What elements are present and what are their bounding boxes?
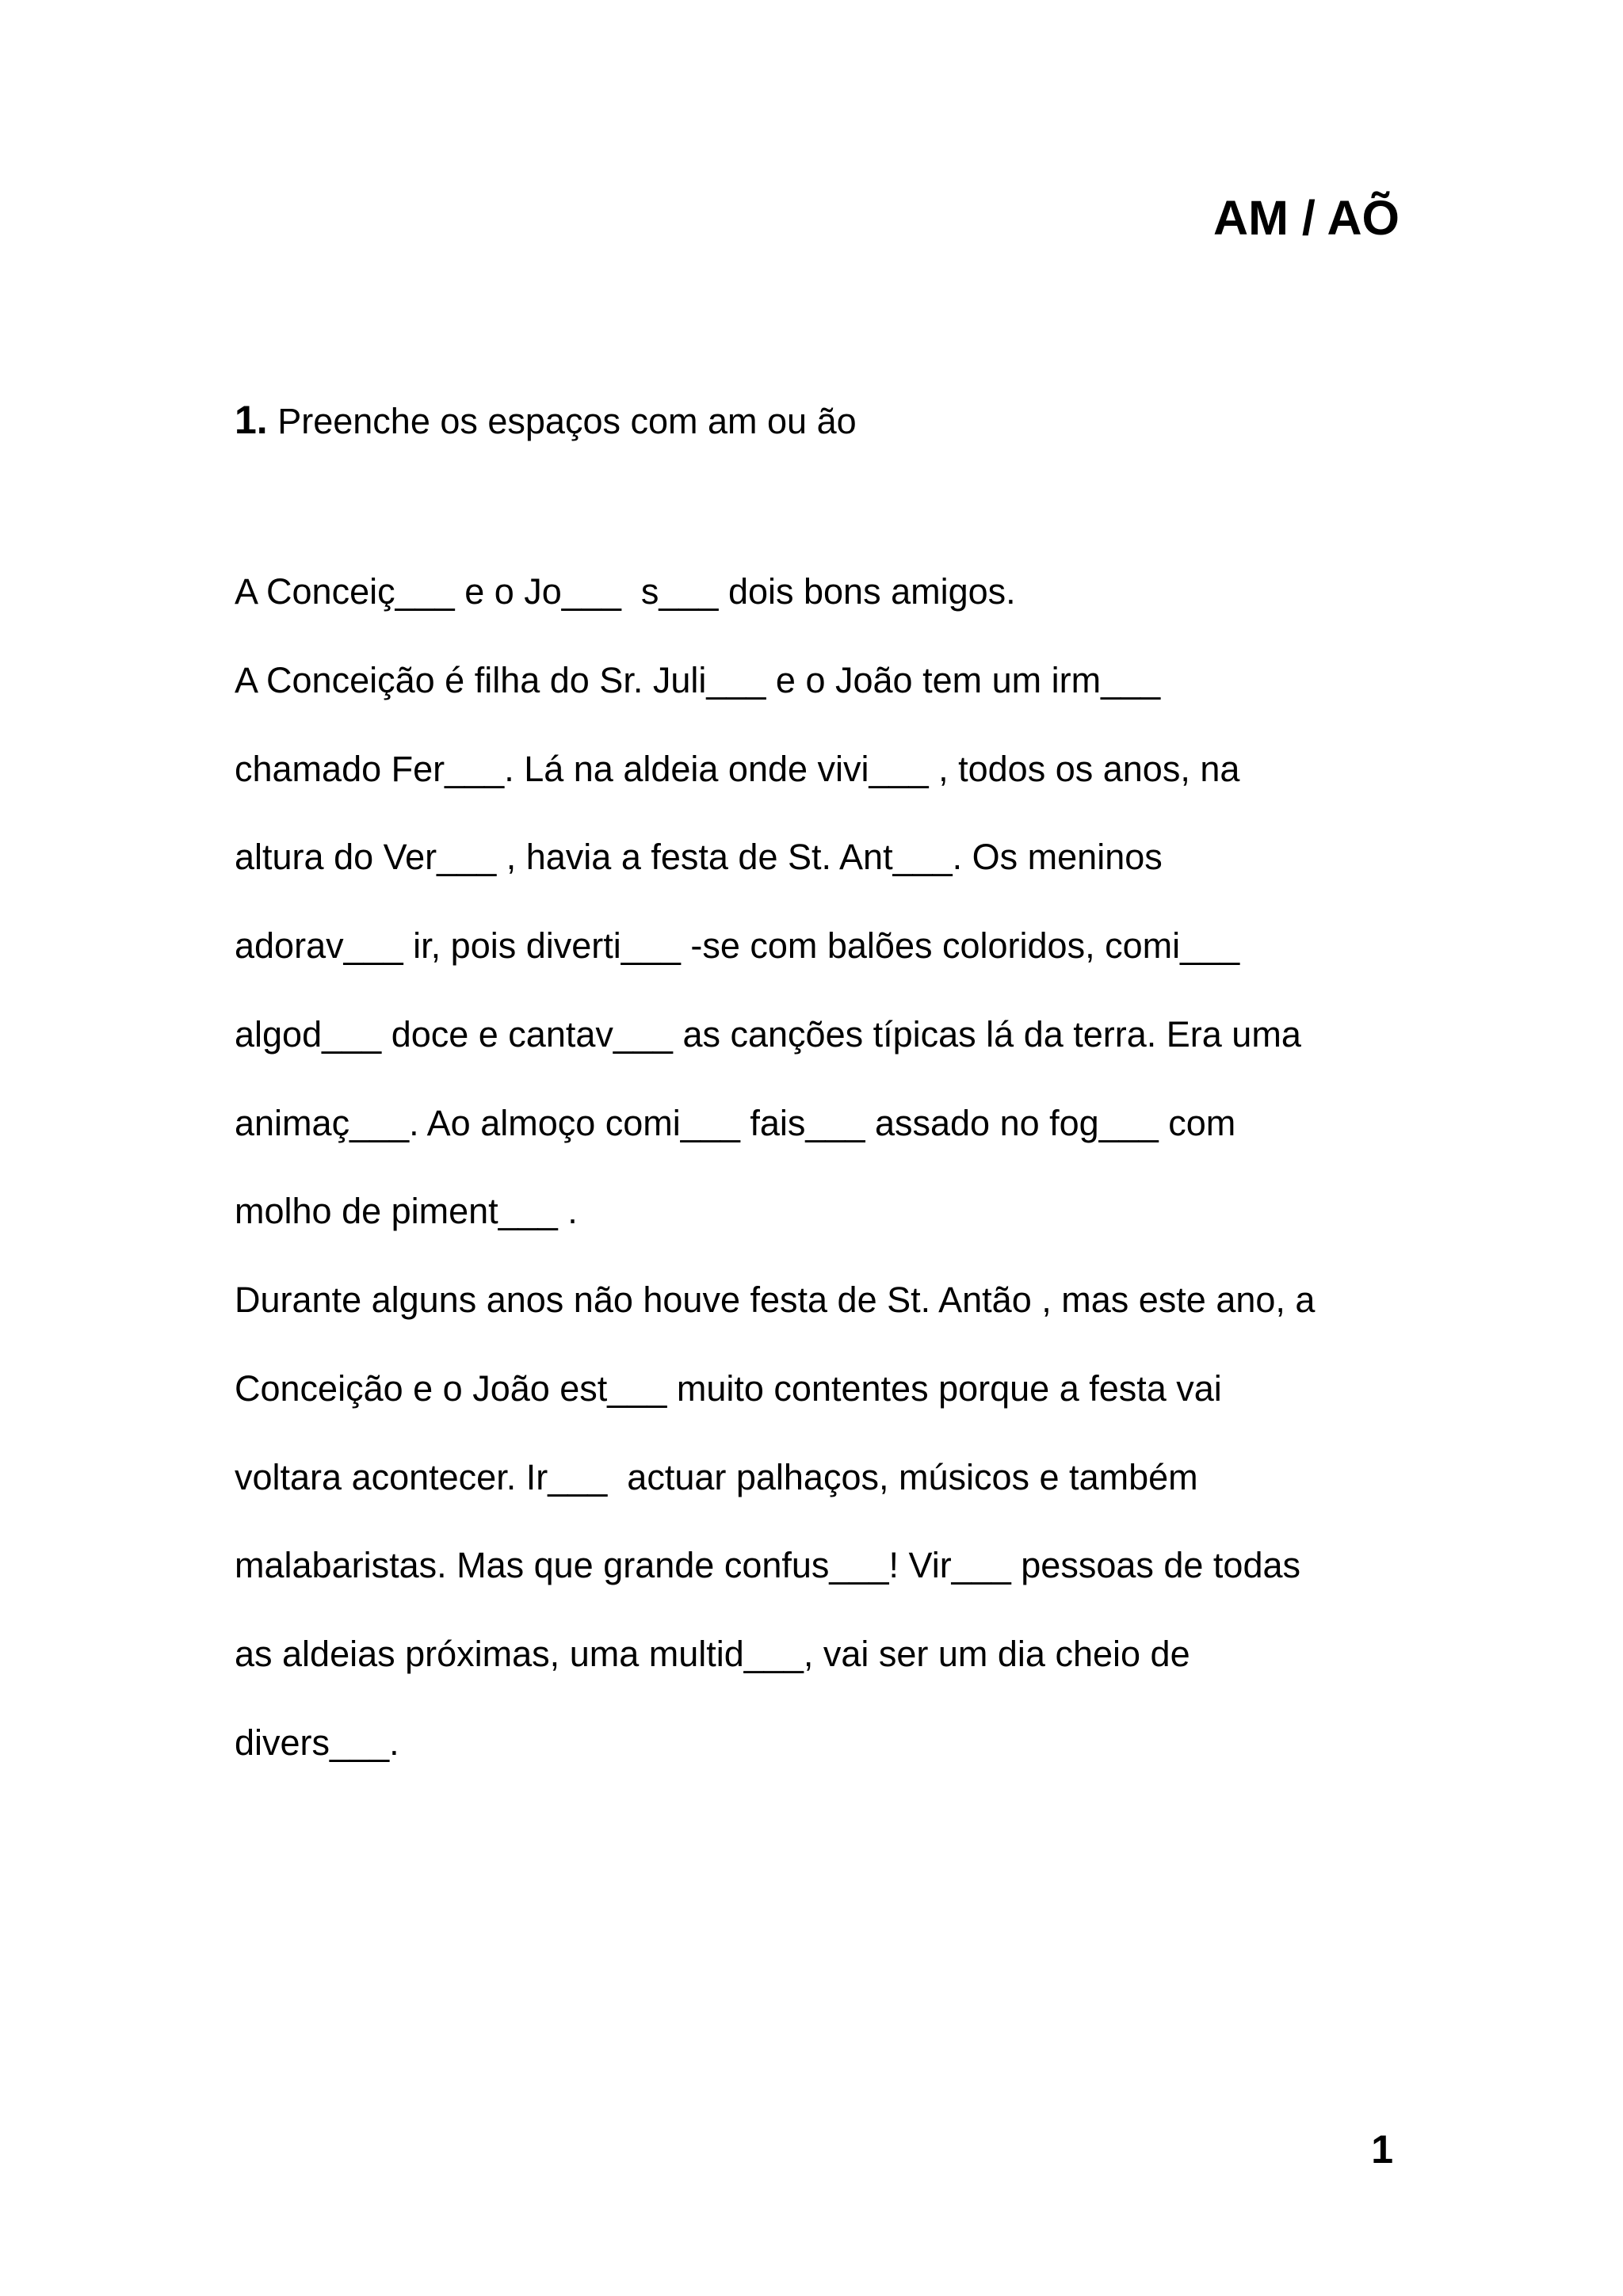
page-number: 1 xyxy=(1371,2127,1393,2172)
text-line: divers___. xyxy=(235,1722,399,1763)
text-line: chamado Fer___. Lá na aldeia onde vivi___ , todos os anos, na xyxy=(235,749,1240,789)
exercise-instruction-text: Preenche os espaços com am ou ão xyxy=(267,401,857,441)
text-line: Conceição e o João est___ muito contentes porque a festa vai xyxy=(235,1368,1222,1409)
text-line: malabaristas. Mas que grande confus___! Vir___ pessoas de todas xyxy=(235,1545,1301,1585)
text-line: A Conceição é filha do Sr. Juli___ e o João tem um irm___ xyxy=(235,660,1161,700)
text-line: animaç___. Ao almoço comi___ fais___ assado no fog___ com xyxy=(235,1103,1236,1143)
text-line: molho de piment___ . xyxy=(235,1191,578,1231)
text-line: voltara acontecer. Ir___ actuar palhaços, músicos e também xyxy=(235,1457,1198,1497)
exercise-instruction xyxy=(235,396,857,444)
text-line: altura do Ver___ , havia a festa de St. Ant___. Os meninos xyxy=(235,837,1163,877)
exercise-number: 1. xyxy=(235,398,268,442)
page-title: AM / AÕ xyxy=(1213,191,1400,245)
text-line: as aldeias próximas, uma multid___, vai ser um dia cheio de xyxy=(235,1634,1190,1674)
text-line: A Conceiç___ e o Jo___ s___ dois bons amigos. xyxy=(235,571,1016,612)
text-line: Durante alguns anos não houve festa de St. Antão , mas este ano, a xyxy=(235,1280,1316,1320)
text-line: adorav___ ir, pois diverti___ -se com balões coloridos, comi___ xyxy=(235,925,1240,966)
text-line: algod___ doce e cantav___ as canções típicas lá da terra. Era uma xyxy=(235,1014,1301,1055)
